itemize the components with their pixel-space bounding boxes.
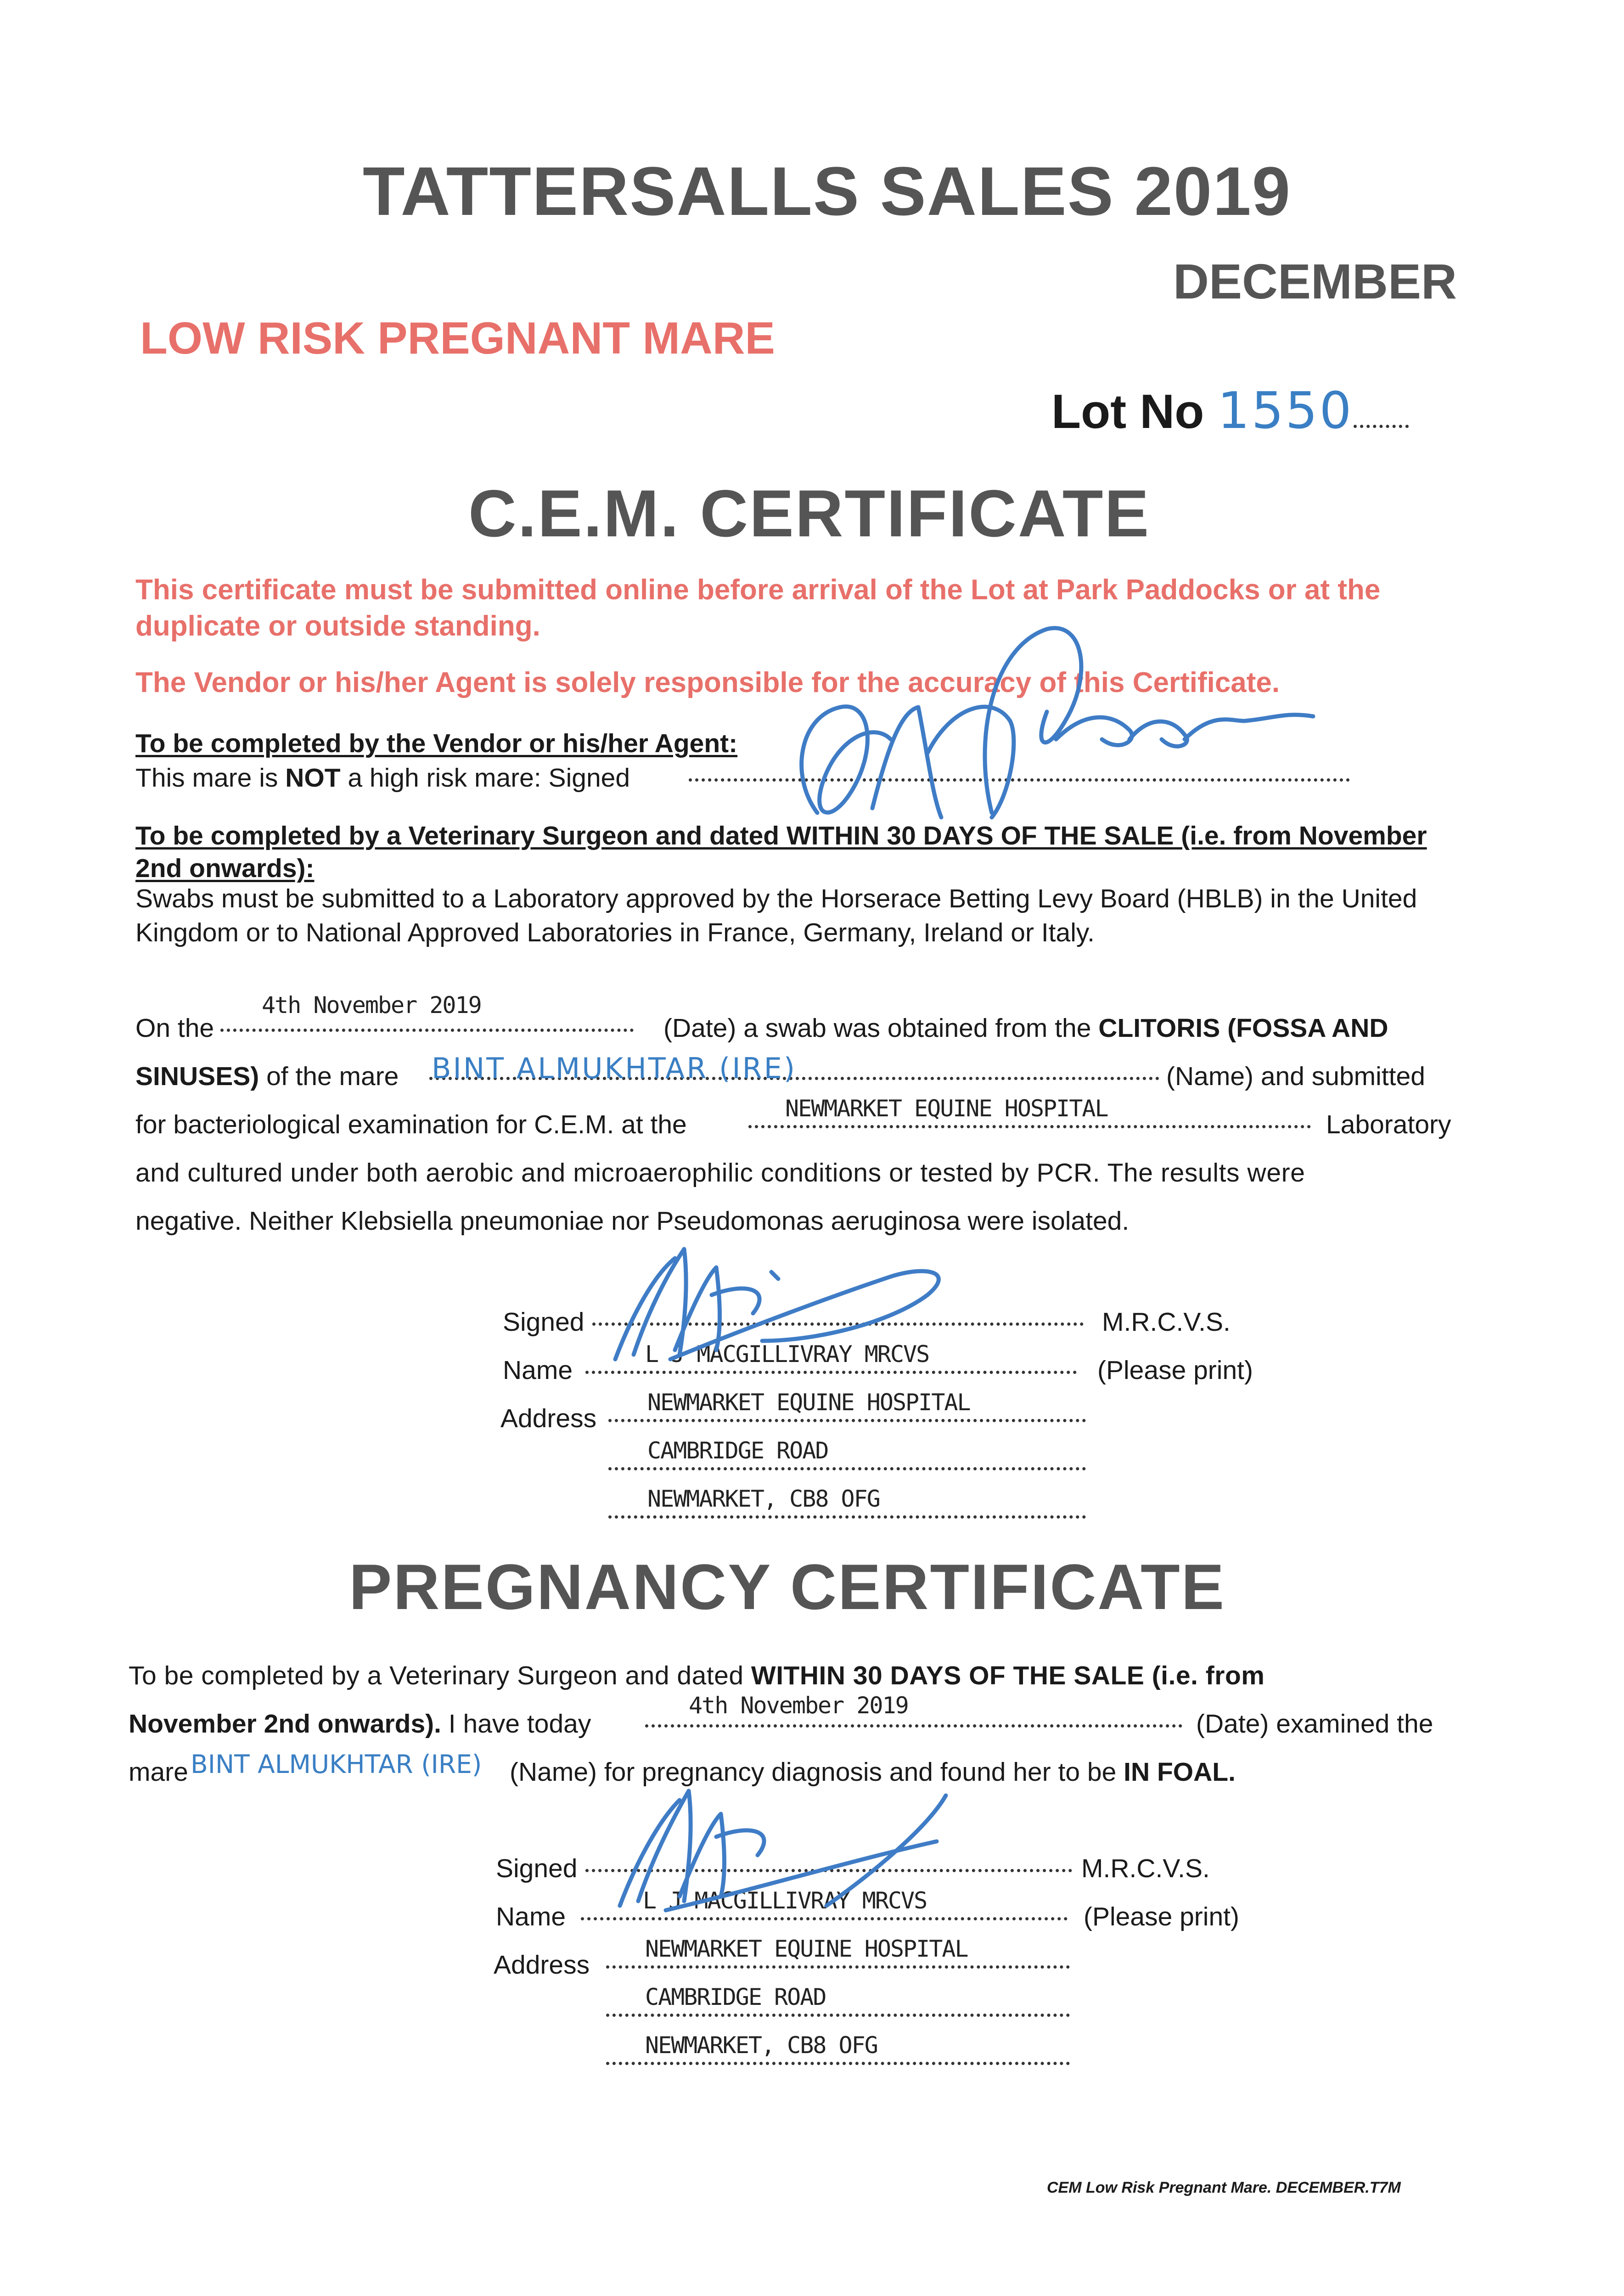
lot-label: Lot No <box>1051 385 1204 439</box>
cem-mare-value: BINT ALMUKHTAR (IRE) <box>432 1052 797 1085</box>
laboratory-label: Laboratory <box>1326 1110 1451 1139</box>
lot-dots <box>1354 420 1409 428</box>
cem-name-label: Name <box>503 1356 573 1385</box>
preg-line-2-text: I have today <box>441 1709 591 1739</box>
vendor-signature <box>735 602 1332 859</box>
vet-heading-text: To be completed by a Veterinary Surgeon and dated WITHIN 30 DAYS OF THE SALE (i.e. from November 2nd onwards): <box>135 821 1427 884</box>
cem-please-print: (Please print) <box>1097 1356 1253 1385</box>
cem-address-line-1[interactable] <box>608 1419 1086 1422</box>
cem-address-line-3[interactable] <box>608 1515 1086 1519</box>
vendor-heading <box>135 728 737 759</box>
cem-mrcvs: M.R.C.V.S. <box>1102 1307 1231 1337</box>
cem-title: C.E.M. CERTIFICATE <box>468 476 1151 551</box>
swab-date-suffix <box>663 1013 1388 1044</box>
preg-line-2-bold: November 2nd onwards). <box>129 1709 441 1739</box>
swab-note: Swabs must be submitted to a Laboratory approved by the Horserace Betting Levy Board (HBLB) in the United Kingdom or to National Approved Laboratories in France, Germany, Ireland or Italy. <box>135 884 1417 948</box>
cem-name-line[interactable] <box>585 1371 1077 1374</box>
sinuses-label: SINUSES) <box>135 1062 259 1091</box>
preg-address-2: CAMBRIDGE ROAD <box>645 1984 826 2010</box>
cultured-text: and cultured under both aerobic and microaerophilic conditions or tested by PCR. The results were <box>135 1158 1305 1187</box>
preg-line-1-bold: WITHIN 30 DAYS OF THE SALE (i.e. from <box>751 1661 1265 1690</box>
cem-address-label: Address <box>500 1404 597 1433</box>
vendor-statement-pre: This mare is <box>135 763 286 793</box>
sale-month: DECEMBER <box>1173 253 1457 309</box>
preg-date-line[interactable] <box>645 1724 1182 1728</box>
responsibility-notice: The Vendor or his/her Agent is solely responsible for the accuracy of this Certificate. <box>135 667 1280 698</box>
certificate-category: LOW RISK PREGNANT MARE <box>140 313 775 363</box>
preg-mare-label: mare <box>129 1757 188 1787</box>
vendor-statement-post: a high risk mare: Signed <box>340 763 630 793</box>
mare-line-label <box>135 1061 399 1092</box>
preg-name-label: Name <box>496 1902 566 1931</box>
footer-reference: CEM Low Risk Pregnant Mare. DECEMBER.T7M <box>1047 2179 1401 2196</box>
cem-vet-signature <box>597 1221 1010 1368</box>
preg-mare-value: BINT ALMUKHTAR (IRE) <box>191 1750 482 1779</box>
preg-vet-signature <box>597 1768 1056 1919</box>
lot-number <box>1051 381 1409 440</box>
document-title: TATTERSALLS SALES 2019 <box>363 152 1292 230</box>
name-submitted-label: (Name) and submitted <box>1166 1062 1425 1091</box>
preg-name-value: L J MACGILLIVRAY MRCVS <box>643 1887 927 1914</box>
preg-please-print: (Please print) <box>1084 1902 1239 1931</box>
preg-line-1 <box>129 1660 1460 1691</box>
vendor-heading-text: To be completed by the Vendor or his/her Agent: <box>135 729 738 758</box>
preg-address-1: NEWMARKET EQUINE HOSPITAL <box>645 1936 968 1962</box>
for-exam-label: for bacteriological examination for C.E.M. at the <box>135 1110 687 1139</box>
submission-notice: This certificate must be submitted online before arrival of the Lot at Park Paddocks or at the duplicate or outside standing. <box>135 574 1381 642</box>
cem-address-3: NEWMARKET, CB8 OFG <box>647 1486 880 1512</box>
preg-signed-label: Signed <box>496 1854 578 1883</box>
cem-address-1: NEWMARKET EQUINE HOSPITAL <box>647 1389 970 1416</box>
preg-line-2 <box>129 1708 591 1739</box>
preg-address-line-3[interactable] <box>606 2062 1070 2065</box>
pregnancy-title: PREGNANCY CERTIFICATE <box>349 1551 1226 1623</box>
vendor-statement-not: NOT <box>285 763 341 793</box>
swab-date-line[interactable] <box>220 1029 634 1032</box>
cem-address-2: CAMBRIDGE ROAD <box>647 1437 828 1464</box>
preg-line-1-text: To be completed by a Veterinary Surgeon and dated <box>129 1661 751 1690</box>
cem-address-line-2[interactable] <box>608 1467 1086 1470</box>
preg-date-suffix: (Date) examined the <box>1196 1709 1433 1739</box>
on-the-label: On the <box>135 1013 214 1043</box>
preg-diagnosis-text: (Name) for pregnancy diagnosis and found her to be <box>510 1757 1124 1787</box>
preg-mrcvs: M.R.C.V.S. <box>1081 1854 1210 1883</box>
lab-value: NEWMARKET EQUINE HOSPITAL <box>785 1095 1108 1122</box>
negative-text: negative. Neither Klebsiella pneumoniae nor Pseudomonas aeruginosa were isolated. <box>135 1206 1129 1236</box>
swab-date-value: 4th November 2019 <box>262 992 481 1019</box>
lot-value: 1550 <box>1217 381 1354 440</box>
preg-in-foal: IN FOAL. <box>1124 1757 1236 1787</box>
preg-address-line-2[interactable] <box>606 2014 1070 2017</box>
preg-date-value: 4th November 2019 <box>689 1692 908 1719</box>
swab-site: CLITORIS (FOSSA AND <box>1098 1013 1388 1043</box>
preg-address-3: NEWMARKET, CB8 OFG <box>645 2032 877 2059</box>
preg-address-label: Address <box>494 1950 590 1980</box>
swab-date-suffix-text: (Date) a swab was obtained from the <box>663 1013 1099 1043</box>
cem-name-value: L J MACGILLIVRAY MRCVS <box>645 1341 929 1367</box>
preg-address-line-1[interactable] <box>606 1965 1070 1969</box>
cem-signed-label: Signed <box>503 1307 584 1337</box>
lab-line[interactable] <box>748 1125 1311 1128</box>
vendor-statement <box>135 762 630 793</box>
of-the-mare-label: of the mare <box>259 1062 399 1091</box>
